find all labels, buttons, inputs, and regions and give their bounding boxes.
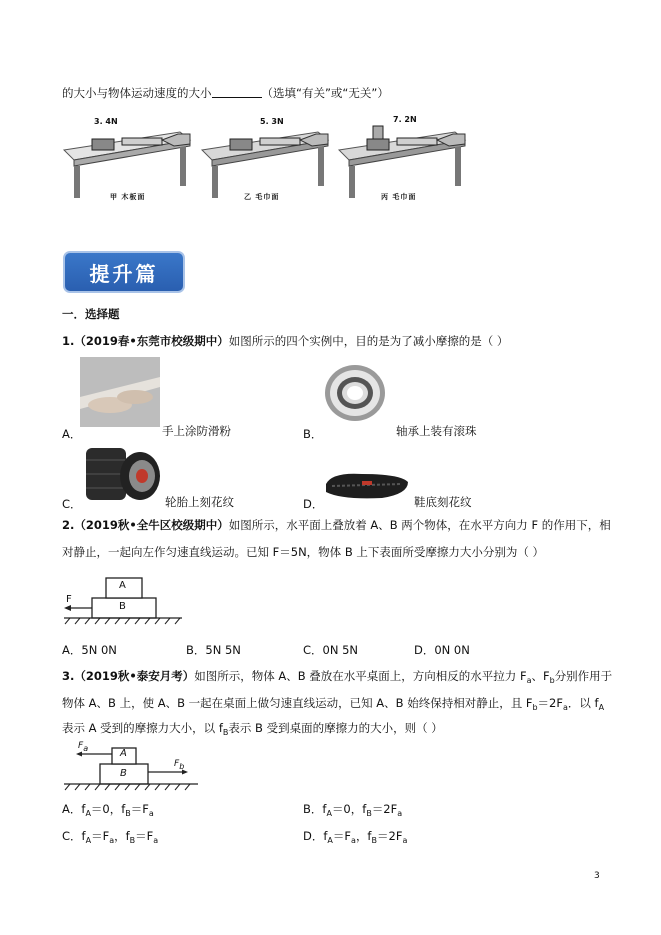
question-3-stem-line2: 物体 A、B 上，使 A、B 一起在桌面上做匀速直线运动，已知 A、B 始终保持相对静止，且 $F_b=2F_a$．以 $f_A$ xyxy=(62,696,605,712)
q1-option-d-text: 鞋底刻花纹 xyxy=(414,495,472,509)
experiment-photo-towel xyxy=(200,112,330,206)
q3-figure xyxy=(62,742,202,792)
q2-option-a: A．5N 0N xyxy=(62,643,117,657)
block-b-label: B xyxy=(120,768,127,779)
question-3-stem-line1: 3.（2019秋•泰安月考）如图所示，物体 A、B 叠放在水平桌面上，方向相反的水平拉力 $F_a$、$F_b$分别作用于 xyxy=(62,669,613,685)
q1-option-a-letter: A． xyxy=(62,427,82,441)
q2-option-c: C．0N 5N xyxy=(303,643,359,657)
q2-option-b: B．5N 5N xyxy=(186,643,241,657)
q3-option-b: B．$f_A=0$，$f_B=2F_a$ xyxy=(303,802,403,818)
q3-option-d: D．$f_A=F_a$，$f_B=2F_a$ xyxy=(303,829,408,845)
reading-label: 7. 2N xyxy=(393,115,417,124)
q1-option-a-text: 手上涂防滑粉 xyxy=(162,424,231,438)
q3-option-c: C．$f_A=F_a$，$f_B=F_a$ xyxy=(62,829,159,845)
force-fb-label: Fb xyxy=(174,759,185,771)
force-fa-label: Fa xyxy=(78,741,89,753)
bearing-image xyxy=(322,362,388,424)
question-3-stem-line3: 表示 A 受到的摩擦力大小，以 $f_B$表示 B 受到桌面的摩擦力的大小，则（ ） xyxy=(62,721,443,737)
reading-label: 5. 3N xyxy=(260,117,284,126)
answer-blank xyxy=(212,86,262,98)
q1-option-c-text: 轮胎上刻花纹 xyxy=(165,495,234,509)
page-number: 3 xyxy=(594,871,600,881)
q2-option-d: D．0N 0N xyxy=(414,643,470,657)
shoe-sole-image xyxy=(322,468,410,502)
block-a-label: A xyxy=(119,580,126,591)
question-2-stem-line2: 对静止，一起向左作匀速直线运动。已知 F＝5N，物体 B 上下表面所受摩擦力大小分别为（ ） xyxy=(62,545,545,559)
section-title: 一．选择题 xyxy=(62,307,120,321)
block-a-label: A xyxy=(120,748,127,759)
intro-line: 的大小与物体运动速度的大小 （选填“有关”或“无关”） xyxy=(62,86,389,100)
q2-figure xyxy=(62,572,186,628)
q1-option-b-text: 轴承上装有滚珠 xyxy=(396,424,477,438)
q1-option-d-letter: D． xyxy=(303,497,324,511)
question-1-stem: 1.（2019春•东莞市校级期中）如图所示的四个实例中，目的是为了减小摩擦的是（ ） xyxy=(62,334,509,348)
q1-option-c-letter: C． xyxy=(62,497,82,511)
q3-option-a: A．$f_A=0$，$f_B=F_a$ xyxy=(62,802,154,818)
q1-option-b-letter: B． xyxy=(303,427,323,441)
experiment-photo-towel-weight xyxy=(337,112,469,206)
hands-chalk-image xyxy=(80,357,160,427)
section-banner: 提升篇 xyxy=(63,251,185,293)
photo-caption: 丙 毛巾面 xyxy=(381,193,417,201)
tires-image xyxy=(82,446,162,502)
reading-label: 3. 4N xyxy=(94,117,118,126)
photo-caption: 甲 木板面 xyxy=(110,193,146,201)
block-b-label: B xyxy=(119,601,126,612)
photo-caption: 乙 毛巾面 xyxy=(244,193,280,201)
question-2-stem-line1: 2.（2019秋•全牛区校级期中）如图所示，水平面上叠放着 A、B 两个物体，在水平方向力 F 的作用下，相 xyxy=(62,518,611,532)
force-f-label: F xyxy=(66,594,72,605)
experiment-photo-wood xyxy=(62,112,192,206)
